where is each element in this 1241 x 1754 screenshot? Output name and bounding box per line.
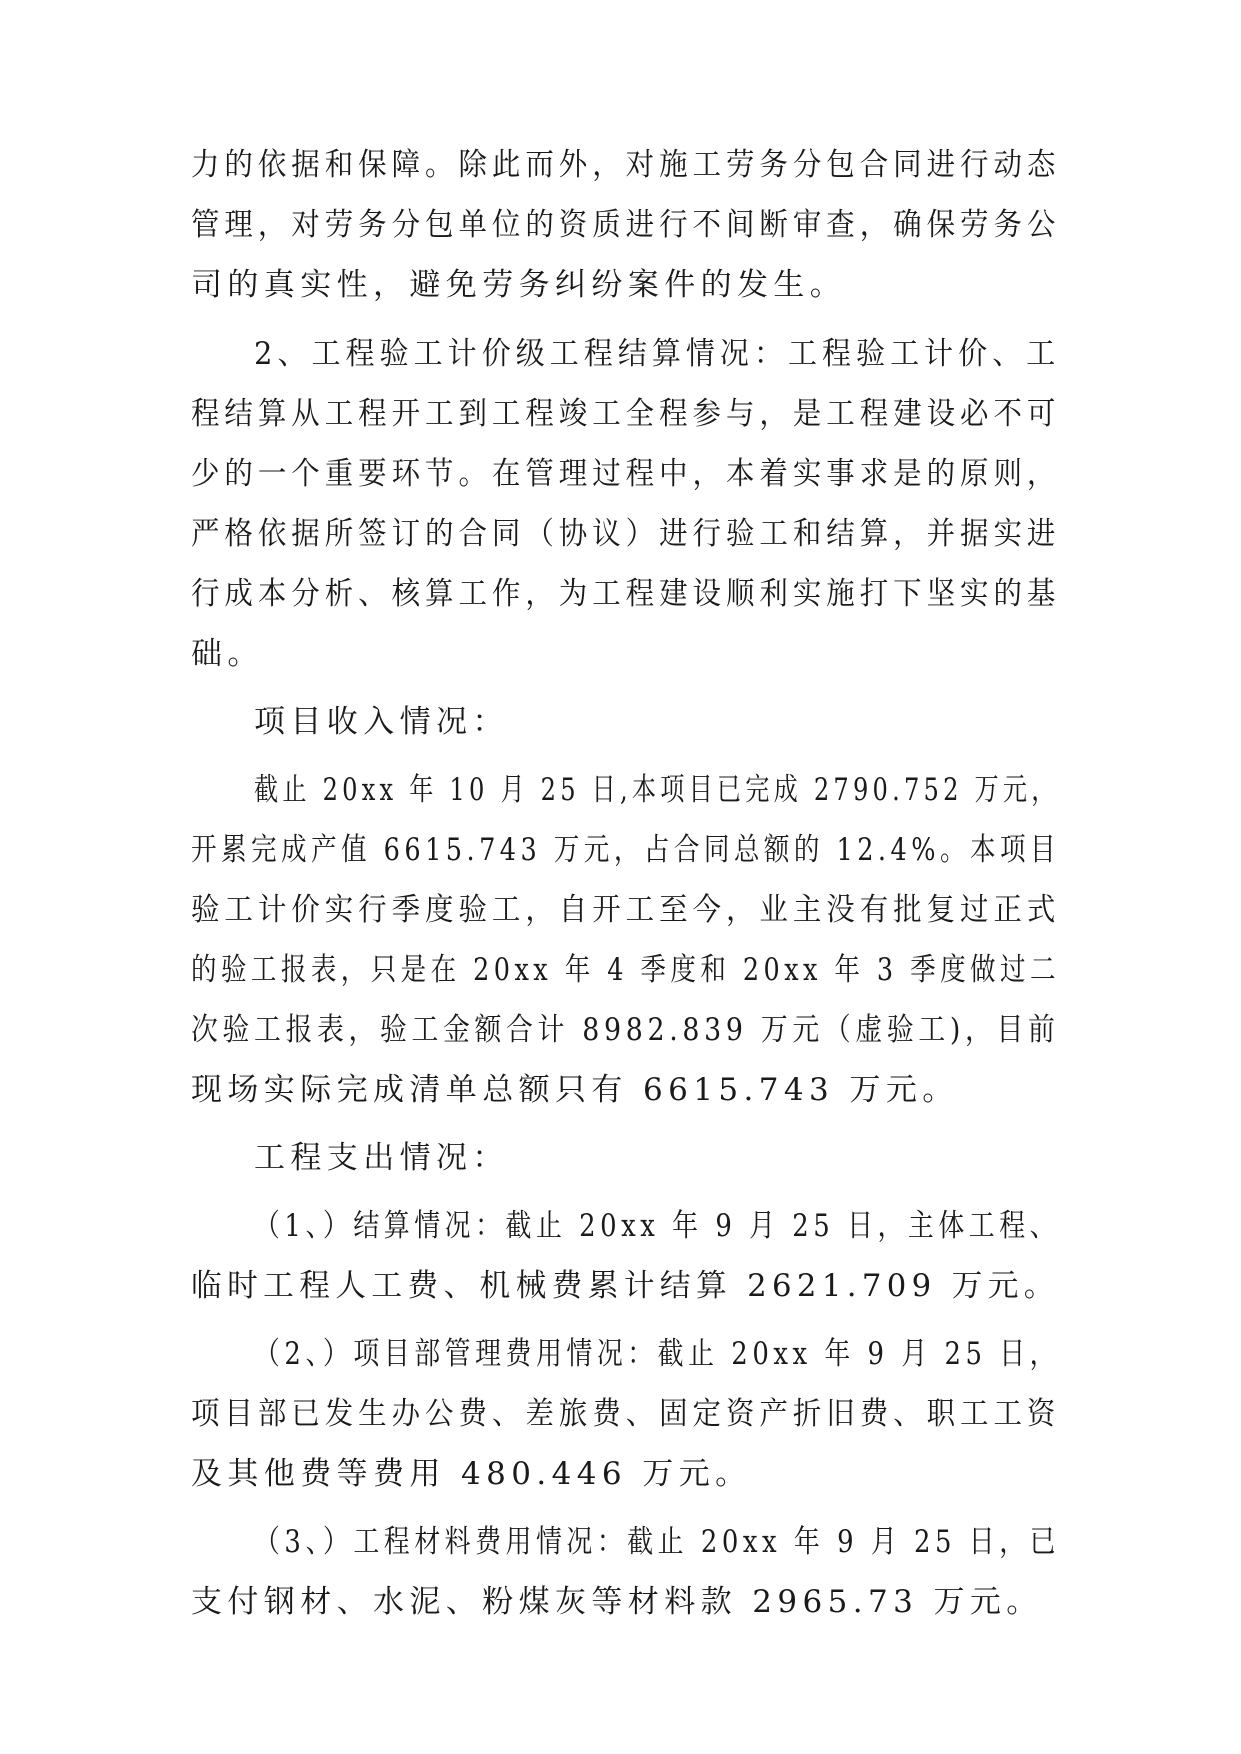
text-line: 临时工程人工费、机械费累计结算 2621.709 万元。 [191,1268,1060,1304]
paragraph-start-line: （2、）项目部管理费用情况：截止 20xx 年 9 月 25 日， [254,1336,1061,1372]
text-line: 现场实际完成清单总额只有 6615.743 万元。 [191,1072,959,1108]
paragraph-start-line: 2、工程验工计价级工程结算情况：工程验工计价、工 [254,336,1061,372]
text-line: 行成本分析、核算工作，为工程建设顺利实施打下坚实的基 [191,576,1061,612]
text-line: 严格依据所签订的合同（协议）进行验工和结算，并据实进 [191,516,1061,552]
text-line: 管理，对劳务分包单位的资质进行不间断审查，确保劳务公 [191,207,1061,243]
text-line: 次验工报表，验工金额合计 8982.839 万元（虚验工)，目前 [191,1012,1060,1048]
section-heading-income: 项目收入情况： [254,704,509,740]
text-line: 开累完成产值 6615.743 万元，占合同总额的 12.4%。本项目 [191,832,1060,868]
text-line: 少的一个重要环节。在管理过程中，本着实事求是的原则， [191,456,1061,492]
text-line: 及其他费等费用 480.446 万元。 [191,1456,752,1492]
section-heading-expenditure: 工程支出情况： [254,1140,509,1176]
paragraph-start-line: （1、）结算情况：截止 20xx 年 9 月 25 日，主体工程、 [254,1208,1061,1244]
text-line: 司的真实性，避免劳务纠纷案件的发生。 [191,267,847,303]
text-line: 项目部已发生办公费、差旅费、固定资产折旧费、职工工资 [191,1396,1061,1432]
text-line: 力的依据和保障。除此而外，对施工劳务分包合同进行动态 [191,147,1061,183]
text-line: 验工计价实行季度验工，自开工至今，业主没有批复过正式 [191,892,1061,928]
paragraph-start-line: 截止 20xx 年 10 月 25 日,本项目已完成 2790.752 万元， [254,772,1060,808]
text-line: 支付钢材、水泥、粉煤灰等材料款 2965.73 万元。 [191,1584,1043,1620]
text-line: 程结算从工程开工到工程竣工全程参与，是工程建设必不可 [191,396,1061,432]
text-line: 的验工报表，只是在 20xx 年 4 季度和 20xx 年 3 季度做过二 [191,952,1060,988]
paragraph-start-line: （3、）工程材料费用情况：截止 20xx 年 9 月 25 日，已 [254,1524,1061,1560]
text-line: 础。 [191,636,264,672]
